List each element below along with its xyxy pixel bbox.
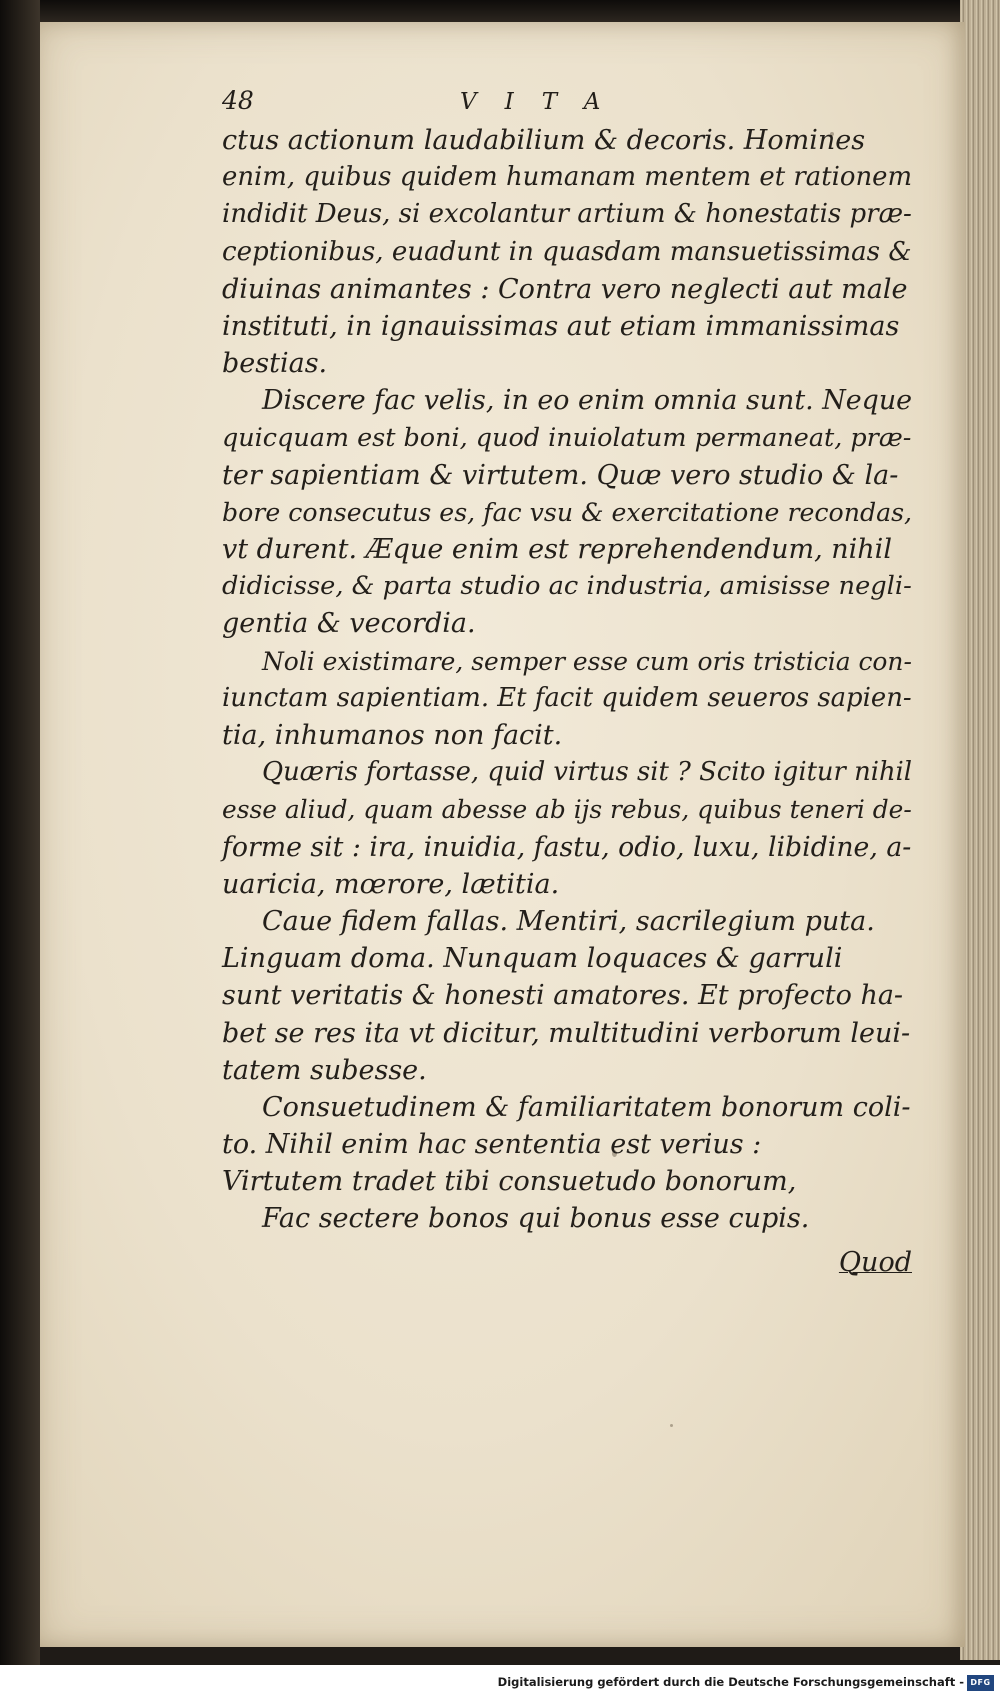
text-line: quicquam est boni, quod inuiolatum permaneat, præ- bbox=[222, 422, 912, 453]
text-line: ctus actionum laudabilium & decoris. Homines bbox=[222, 125, 866, 156]
text-line: forme sit : ira, inuidia, fastu, odio, luxu, libidine, a- bbox=[222, 831, 912, 863]
catchword-row bbox=[222, 1244, 912, 1284]
text-line: gentia & vecordia. bbox=[222, 608, 476, 640]
scan-top-edge bbox=[0, 0, 1000, 22]
text-line: diuinas animantes : Contra vero neglecti aut male bbox=[222, 273, 908, 305]
text-line: didicisse, & parta studio ac industria, amisisse negli- bbox=[222, 571, 912, 602]
body-text bbox=[222, 122, 912, 1238]
text-line: Caue fidem fallas. Mentiri, sacrilegium puta. bbox=[262, 905, 875, 937]
text-line: vt durent. Æque enim est reprehendendum, nihil bbox=[222, 534, 892, 566]
page-header bbox=[222, 82, 912, 122]
text-line: Linguam doma. Nunquam loquaces & garruli bbox=[222, 943, 843, 975]
book-spine-shadow bbox=[0, 0, 40, 1697]
text-line: ter sapientiam & virtutem. Quæ vero studio & la- bbox=[222, 459, 899, 491]
text-line: Virtutem tradet tibi consuetudo bonorum, bbox=[222, 1166, 797, 1198]
running-title: VITA bbox=[460, 89, 629, 115]
text-line: sunt veritatis & honesti amatores. Et profecto ha- bbox=[222, 980, 904, 1012]
page-number: 48 bbox=[222, 86, 254, 115]
text-line: Quæris fortasse, quid virtus sit ? Scito igitur nihil bbox=[262, 757, 913, 788]
text-line: bet se res ita vt dicitur, multitudini verborum leui- bbox=[222, 1017, 911, 1049]
digitization-footer bbox=[0, 1665, 1000, 1697]
text-line: Noli existimare, semper esse cum oris tristicia con- bbox=[262, 646, 912, 676]
text-line: bore consecutus es, fac vsu & exercitatione recondas, bbox=[222, 497, 913, 527]
text-line: ceptionibus, euadunt in quasdam mansuetissimas & bbox=[222, 236, 912, 267]
text-line: Consuetudinem & familiaritatem bonorum coli- bbox=[262, 1091, 911, 1123]
catchword: Quod bbox=[838, 1246, 912, 1278]
book-page bbox=[40, 22, 965, 1647]
text-line: Discere fac velis, in eo enim omnia sunt. Neque bbox=[262, 385, 913, 417]
text-line: uaricia, mœrore, lætitia. bbox=[222, 868, 560, 900]
text-line: esse aliud, quam abesse ab ijs rebus, quibus teneri de- bbox=[222, 795, 912, 825]
page-text bbox=[222, 82, 912, 1284]
text-line: tia, inhumanos non facit. bbox=[222, 720, 563, 751]
text-line: indidit Deus, si excolantur artium & honestatis præ- bbox=[222, 199, 912, 230]
page-edges bbox=[960, 0, 1000, 1660]
text-line: enim, quibus quidem humanam mentem et rationem bbox=[222, 162, 913, 193]
text-line: instituti, in ignauissimas aut etiam immanissimas bbox=[222, 310, 900, 342]
dfg-logo: DFG bbox=[967, 1675, 994, 1691]
text-line: iunctam sapientiam. Et facit quidem seueros sapien- bbox=[222, 682, 912, 713]
ink-speck bbox=[670, 1424, 673, 1427]
funding-credit: Digitalisierung gefördert durch die Deutsche Forschungsgemeinschaft - bbox=[497, 1675, 964, 1689]
text-line: bestias. bbox=[222, 348, 328, 380]
text-line: to. Nihil enim hac sententia est verius : bbox=[222, 1129, 762, 1161]
text-line: Fac sectere bonos qui bonus esse cupis. bbox=[262, 1203, 810, 1235]
text-line: tatem subesse. bbox=[222, 1054, 427, 1086]
